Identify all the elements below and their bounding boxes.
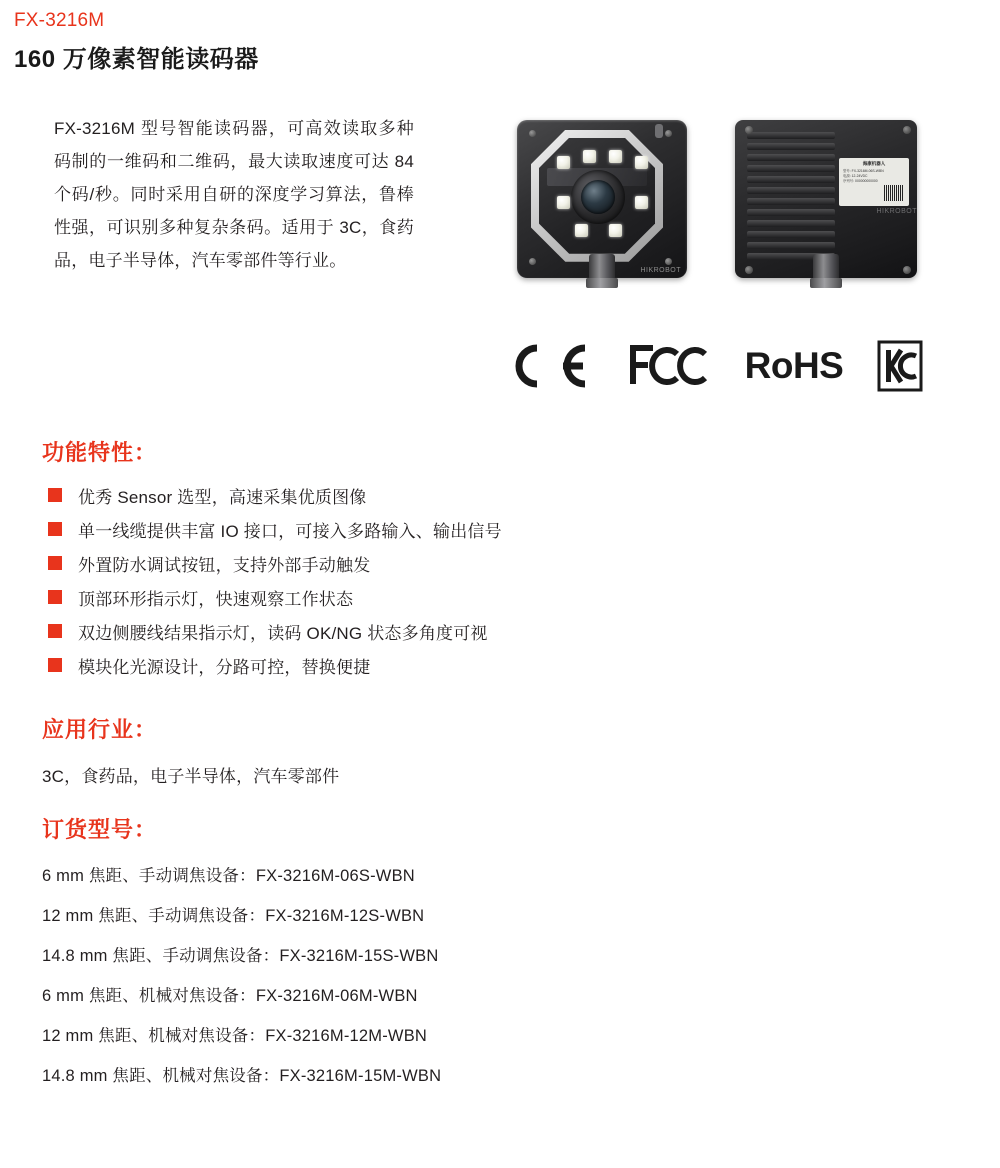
led-icon — [609, 150, 622, 163]
list-item — [48, 653, 1000, 678]
certification-marks — [434, 340, 1000, 392]
screw-icon — [665, 130, 672, 137]
list-item: 6 mm 焦距、机械对焦设备：FX-3216M-06M-WBN — [42, 986, 418, 1005]
barcode-icon — [884, 185, 904, 201]
camera-lens — [581, 180, 615, 214]
feature-text: 模块化光源设计，分路可控，替换便捷 — [78, 657, 371, 677]
screw-icon — [745, 266, 753, 274]
product-label-plate — [839, 158, 909, 206]
industries-text: 3C，食药品，电子半导体，汽车零部件 — [42, 766, 340, 786]
brand-label-front: HIKROBOT — [640, 266, 681, 274]
list-item — [48, 585, 1000, 610]
industries-title: 应用行业： — [42, 716, 158, 742]
screw-icon — [529, 130, 536, 137]
led-icon — [583, 150, 596, 163]
list-item — [48, 551, 1000, 576]
brand-label-back: HIKROBOT — [876, 207, 917, 215]
list-item: 14.8 mm 焦距、手动调焦设备：FX-3216M-15S-WBN — [42, 946, 439, 965]
feature-text: 顶部环形指示灯，快速观察工作状态 — [78, 589, 354, 609]
square-bullet-icon — [48, 522, 62, 536]
device-images — [434, 106, 1000, 286]
kc-mark-icon — [877, 340, 923, 392]
square-bullet-icon — [48, 488, 62, 502]
order-models-section — [0, 813, 1000, 1086]
heatsink-fins — [747, 132, 835, 266]
list-item — [48, 619, 1000, 644]
fcc-mark-icon — [627, 342, 711, 390]
led-icon — [635, 196, 648, 209]
list-item: 14.8 mm 焦距、机械对焦设备：FX-3216M-15M-WBN — [42, 1066, 442, 1085]
label-line: 序列号: 000000000000 — [843, 178, 878, 183]
rohs-mark-icon: RoHS — [744, 344, 844, 386]
list-item — [48, 483, 1000, 508]
model-code: FX-3216M — [14, 10, 105, 31]
ce-mark-icon — [501, 342, 593, 390]
product-image-column — [414, 106, 1000, 392]
feature-text: 优秀 Sensor 选型，高速采集优质图像 — [78, 487, 367, 507]
device-front-view-image — [513, 116, 691, 286]
screw-icon — [745, 126, 753, 134]
square-bullet-icon — [48, 556, 62, 570]
list-item — [48, 517, 1000, 542]
label-line: 电源: 12-24VDC — [843, 173, 868, 178]
overview-section — [0, 106, 1000, 392]
order-models-list — [42, 862, 1000, 1086]
features-section — [0, 436, 1000, 678]
led-icon — [557, 156, 570, 169]
description-column — [14, 106, 414, 392]
square-bullet-icon — [48, 658, 62, 672]
feature-text: 外置防水调试按钮，支持外部手动触发 — [78, 555, 371, 575]
screw-icon — [903, 266, 911, 274]
features-title: 功能特性： — [42, 439, 158, 465]
industries-section — [0, 713, 1000, 787]
cable-connector — [589, 254, 615, 288]
led-icon — [635, 156, 648, 169]
feature-text: 单一线缆提供丰富 IO 接口，可接入多路输入、输出信号 — [78, 521, 502, 541]
order-models-title: 订货型号： — [42, 816, 158, 842]
led-icon — [609, 224, 622, 237]
screw-icon — [665, 258, 672, 265]
list-item: 6 mm 焦距、手动调焦设备：FX-3216M-06S-WBN — [42, 866, 415, 885]
list-item: 12 mm 焦距、机械对焦设备：FX-3216M-12M-WBN — [42, 1026, 428, 1045]
label-title: 海康机器人 — [862, 160, 886, 166]
cable-connector — [813, 254, 839, 288]
page-title: 160 万像素智能读码器 — [14, 45, 259, 73]
screw-icon — [903, 126, 911, 134]
button-nub — [655, 124, 663, 138]
led-icon — [557, 196, 570, 209]
screw-icon — [529, 258, 536, 265]
page-header — [0, 0, 1000, 74]
feature-text: 双边侧腰线结果指示灯，读码 OK/NG 状态多角度可视 — [78, 623, 488, 643]
led-icon — [575, 224, 588, 237]
device-back-view-image — [731, 116, 921, 286]
label-line: 型号: FX-3216M-06S-WBN — [843, 168, 884, 173]
product-description: FX-3216M 型号智能读码器，可高效读取多种码制的一维码和二维码，最大读取速度可达 84 个码/秒。同时采用自研的深度学习算法，鲁棒性强，可识别多种复杂条码。适用于 3C，食药品，电子半导体，汽车零部件等行业。 — [54, 118, 414, 271]
square-bullet-icon — [48, 624, 62, 638]
square-bullet-icon — [48, 590, 62, 604]
features-list — [42, 483, 1000, 678]
list-item: 12 mm 焦距、手动调焦设备：FX-3216M-12S-WBN — [42, 906, 425, 925]
